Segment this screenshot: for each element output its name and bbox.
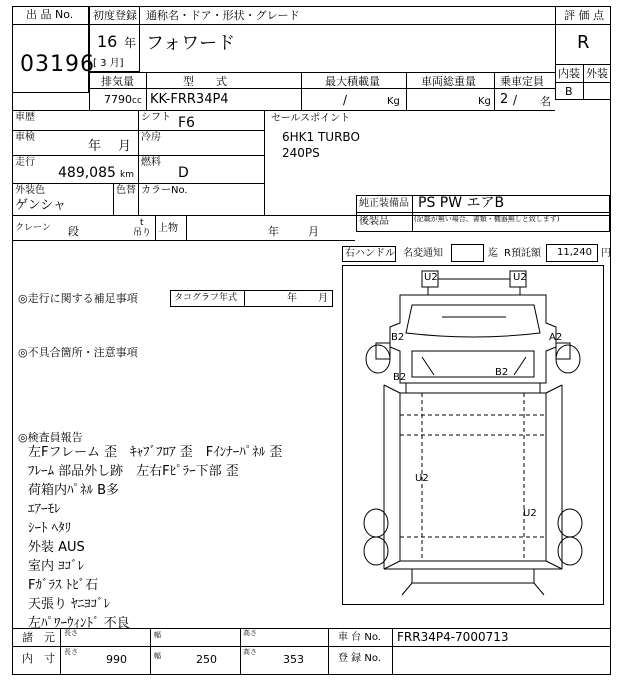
name-label: 通称名・ドア・形状・グレード — [146, 9, 300, 22]
mark-u2-top-left: U2 — [424, 272, 438, 283]
name-change-label: 名変通知 — [403, 248, 443, 259]
sales-point-label: セールスポイント — [271, 113, 351, 124]
mark-u2-body-right: U2 — [523, 508, 537, 519]
truck-outline — [342, 265, 604, 605]
note-line: Fｶﾞﾗｽ ﾄﾋﾞ石 — [28, 578, 99, 593]
capacity-unit: 名 — [540, 95, 551, 108]
divider — [150, 628, 151, 675]
chassis-no: FRR34P4-7000713 — [397, 630, 509, 644]
damage-diagram — [342, 265, 604, 605]
inspection-year: 年 — [88, 139, 102, 154]
divider — [240, 628, 241, 675]
divider — [555, 82, 611, 83]
specs-label: 諸 元 — [22, 631, 55, 644]
divider — [155, 215, 156, 240]
equipment-label: 純正装備品 — [359, 198, 409, 209]
mark-b2-door-left: B2 — [393, 372, 407, 383]
exterior-label: 外装 — [586, 67, 608, 80]
length-label-inner: 長さ — [64, 648, 78, 656]
ext-color-value: ゲンシャ — [15, 198, 67, 213]
aftermarket-note: (記載が無い場合、書類・機器無しと致します) — [414, 215, 560, 223]
r-label: R預託額 — [504, 248, 541, 259]
divider — [356, 212, 610, 213]
divider — [12, 183, 264, 184]
divider — [392, 628, 393, 675]
divider — [494, 72, 495, 110]
divider — [12, 240, 355, 241]
note-line: ｼｰﾄ ﾍﾀﾘ — [28, 521, 72, 536]
inner-label: 内 寸 — [22, 652, 55, 665]
divider — [89, 88, 555, 89]
interior-grade: B — [565, 85, 573, 98]
car-name: フォワード — [146, 33, 236, 54]
length-label: 長さ — [64, 629, 78, 637]
chassis-label: 車 台 No. — [338, 632, 381, 643]
divider — [89, 72, 555, 73]
model-value: KK-FRR34P4 — [150, 92, 229, 107]
divider — [138, 110, 139, 215]
inspection-label: 車検 — [15, 132, 35, 143]
distance-label: 迄 — [488, 248, 498, 259]
divider — [12, 646, 611, 647]
equipment-value: PS PW エアB — [418, 195, 505, 211]
first-reg-label: 初度登録 — [93, 9, 137, 22]
name-change-box — [451, 244, 484, 262]
divider — [113, 183, 114, 215]
max-load-sep: / — [343, 93, 348, 107]
inner-width: 250 — [196, 653, 217, 666]
fuel-label: 燃料 — [141, 157, 161, 168]
interior-label: 内装 — [558, 67, 580, 80]
note-line: 左Fフレーム 歪 ｷｬﾌﾞﾌﾛｱ 歪 Fｲﾝﾅｰﾊﾟﾈﾙ 歪 — [28, 445, 283, 460]
fuel-value: D — [178, 165, 189, 181]
divider — [89, 24, 555, 25]
lot-label: 出 品 No. — [26, 8, 74, 21]
mark-u2-body-left: U2 — [415, 473, 429, 484]
tacho-label: タコグラフ年式 — [174, 293, 238, 303]
inspection-month: 月 — [118, 139, 132, 154]
note-line: ﾌﾚｰﾑ 部品外し跡 左右Fﾋﾟﾗｰ下部 歪 — [28, 464, 239, 479]
note-line: ｴｱｰﾓﾚ — [28, 502, 61, 517]
shift-value: F6 — [178, 115, 195, 131]
aftermarket-label: 後装品 — [359, 216, 389, 227]
crane-ton: t — [140, 218, 144, 228]
color-no-label: カラーNo. — [141, 185, 188, 196]
divider — [12, 155, 264, 156]
shift-label: シフト — [141, 112, 171, 123]
divider — [12, 24, 89, 25]
gross-weight-label: 車両総重量 — [421, 75, 476, 88]
lot-number: 03196 — [20, 52, 95, 77]
divider — [406, 72, 407, 110]
width-label-inner: 幅 — [154, 652, 161, 660]
note-line: 外装 AUS — [28, 540, 85, 555]
divider — [12, 628, 611, 629]
inner-length: 990 — [106, 653, 127, 666]
gross-kg-unit: Kg — [478, 96, 491, 107]
note-line: 天張り ﾔﾆﾖｺﾞﾚ — [28, 597, 111, 612]
r-amount: 11,240 — [557, 247, 592, 258]
kg-unit: Kg — [387, 96, 400, 107]
divider — [328, 628, 329, 675]
divider — [412, 195, 413, 232]
note-line: 荷箱内ﾊﾟﾈﾙ B多 — [28, 483, 120, 498]
mileage-label: 走行 — [15, 157, 35, 168]
crane-label: クレーン — [15, 223, 51, 233]
mileage-value: 489,085 — [58, 165, 116, 181]
height-label: 高さ — [243, 629, 257, 637]
mark-b2-cab-left: B2 — [391, 332, 405, 343]
displacement-label: 排気量 — [101, 75, 134, 88]
mark-u2-top-right: U2 — [513, 272, 527, 283]
first-reg-month: [ 3 月] — [93, 58, 124, 69]
upper-label: 上物 — [158, 223, 178, 234]
inspector-label: ◎検査員報告 — [18, 431, 83, 444]
mark-a2-cab-right: A2 — [549, 332, 563, 343]
steering-value: 右ハンドル — [345, 248, 395, 259]
model-label: 型 式 — [183, 75, 227, 88]
divider — [12, 110, 555, 111]
capacity-sep: / — [513, 93, 518, 107]
divider — [146, 72, 147, 110]
upper-month: 月 — [308, 225, 319, 238]
crane-stage: 段 — [68, 225, 79, 238]
max-load-label: 最大積載量 — [325, 75, 380, 88]
year-unit: 年 — [124, 36, 137, 50]
divider — [555, 24, 611, 25]
tacho-year: 年 — [287, 293, 297, 304]
sales-point-2: 240PS — [282, 146, 320, 160]
score-value: R — [577, 32, 590, 53]
note-line: 室内 ﾖｺﾞﾚ — [28, 559, 85, 574]
color-change-label: 色替 — [116, 185, 136, 196]
divider — [244, 290, 245, 307]
score-label: 評 価 点 — [564, 9, 604, 22]
tacho-month: 月 — [318, 293, 328, 304]
history-label: 車歴 — [15, 112, 35, 123]
mark-b2-cab-center: B2 — [495, 367, 509, 378]
note-line: 左ﾊﾟﾜｰｳｨﾝﾄﾞ 不良 — [28, 616, 130, 631]
capacity-label: 乗車定員 — [500, 75, 544, 88]
divider — [264, 110, 265, 215]
mileage-unit: km — [120, 170, 134, 180]
defect-label: ◎不具合箇所・注意事項 — [18, 346, 138, 359]
yen-unit: 円 — [601, 248, 611, 259]
ac-label: 冷房 — [141, 132, 161, 143]
capacity-value: 2 — [500, 92, 509, 107]
divider — [186, 215, 187, 240]
divider — [12, 130, 264, 131]
height-label-inner: 高さ — [243, 648, 257, 656]
crane-lift: 吊り — [133, 228, 152, 238]
inner-height: 353 — [283, 653, 304, 666]
sales-point-1: 6HK1 TURBO — [282, 130, 360, 144]
cc-unit: cc — [132, 96, 142, 106]
first-reg-year: 16 — [97, 32, 118, 51]
divider — [89, 72, 90, 110]
displacement-value: 7790 — [104, 93, 132, 106]
driving-label: ◎走行に関する補足事項 — [18, 292, 138, 305]
divider — [60, 628, 61, 675]
upper-year: 年 — [268, 225, 279, 238]
reg-label: 登 録 No. — [338, 653, 381, 664]
width-label: 幅 — [154, 631, 161, 639]
ext-color-label: 外装色 — [15, 185, 45, 196]
divider — [301, 72, 302, 110]
